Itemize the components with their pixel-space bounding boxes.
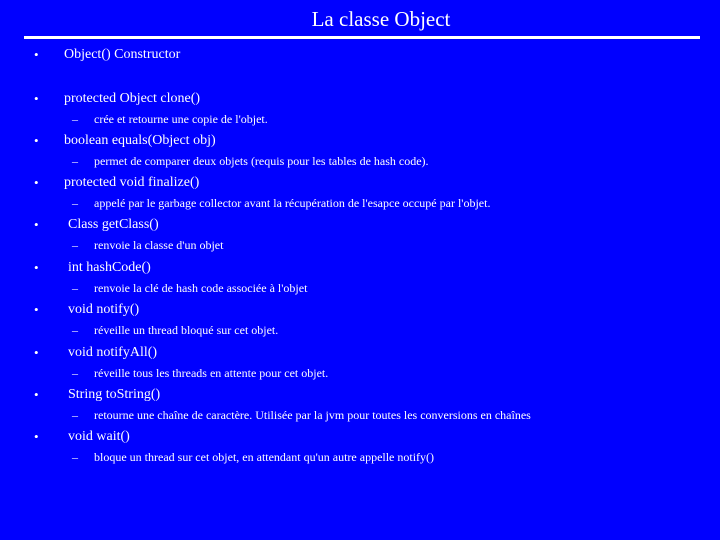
sub-bullet-dash: – — [72, 154, 78, 168]
method-signature: Class getClass() — [68, 217, 159, 232]
method-description-text: permet de comparer deux objets (requis pour les tables de hash code). — [94, 154, 429, 168]
bullet-marker: • — [34, 175, 39, 190]
method-signature: Object() Constructor — [64, 47, 181, 62]
sub-bullet-dash: – — [72, 450, 78, 464]
method-description — [72, 450, 434, 464]
method-description-text: appelé par le garbage collector avant la récupération de l'esapce occupé par l'objet. — [94, 196, 491, 210]
sub-bullet-dash: – — [72, 196, 78, 210]
bullet-marker: • — [34, 345, 39, 360]
title-divider — [24, 36, 700, 39]
sub-bullet-dash: – — [72, 281, 78, 295]
bullet-marker: • — [34, 302, 39, 317]
bullet-marker: • — [34, 217, 39, 232]
method-signature: void notifyAll() — [68, 345, 158, 360]
bullet-marker: • — [34, 260, 39, 275]
bullet-marker: • — [34, 91, 39, 106]
method-description-text: bloque un thread sur cet objet, en attendant qu'un autre appelle notify() — [94, 450, 435, 464]
method-description-text: retourne une chaîne de caractère. Utilisée par la jvm pour toutes les conversions en chaînes — [94, 408, 531, 422]
method-description — [72, 281, 307, 295]
method-signature: protected Object clone() — [64, 91, 201, 106]
method-signature: protected void finalize() — [64, 175, 200, 190]
method-description-text: réveille un thread bloqué sur cet objet. — [94, 323, 279, 337]
sub-bullet-dash: – — [72, 323, 78, 337]
method-description — [72, 196, 490, 210]
method-signature: void notify() — [68, 302, 140, 317]
method-signature: int hashCode() — [68, 260, 151, 275]
method-description-text: crée et retourne une copie de l'objet. — [94, 112, 268, 126]
method-signature: boolean equals(Object obj) — [64, 133, 216, 148]
method-signature: void wait() — [68, 429, 130, 444]
method-description-text: renvoie la classe d'un objet — [94, 238, 224, 252]
bullet-marker: • — [34, 47, 39, 62]
bullet-marker: • — [34, 133, 39, 148]
method-description — [72, 366, 328, 380]
method-description — [72, 408, 531, 422]
method-description — [72, 154, 429, 168]
method-description-text: renvoie la clé de hash code associée à l'objet — [94, 281, 308, 295]
method-description-text: réveille tous les threads en attente pour cet objet. — [94, 366, 329, 380]
method-description — [72, 112, 268, 126]
method-description — [72, 238, 223, 252]
sub-bullet-dash: – — [72, 238, 78, 252]
sub-bullet-dash: – — [72, 366, 78, 380]
slide-title: La classe Object — [311, 7, 451, 31]
bullet-marker: • — [34, 429, 39, 444]
bullet-marker: • — [34, 387, 39, 402]
method-description — [72, 323, 278, 337]
method-signature: String toString() — [68, 387, 161, 402]
sub-bullet-dash: – — [72, 408, 78, 422]
sub-bullet-dash: – — [72, 112, 78, 126]
